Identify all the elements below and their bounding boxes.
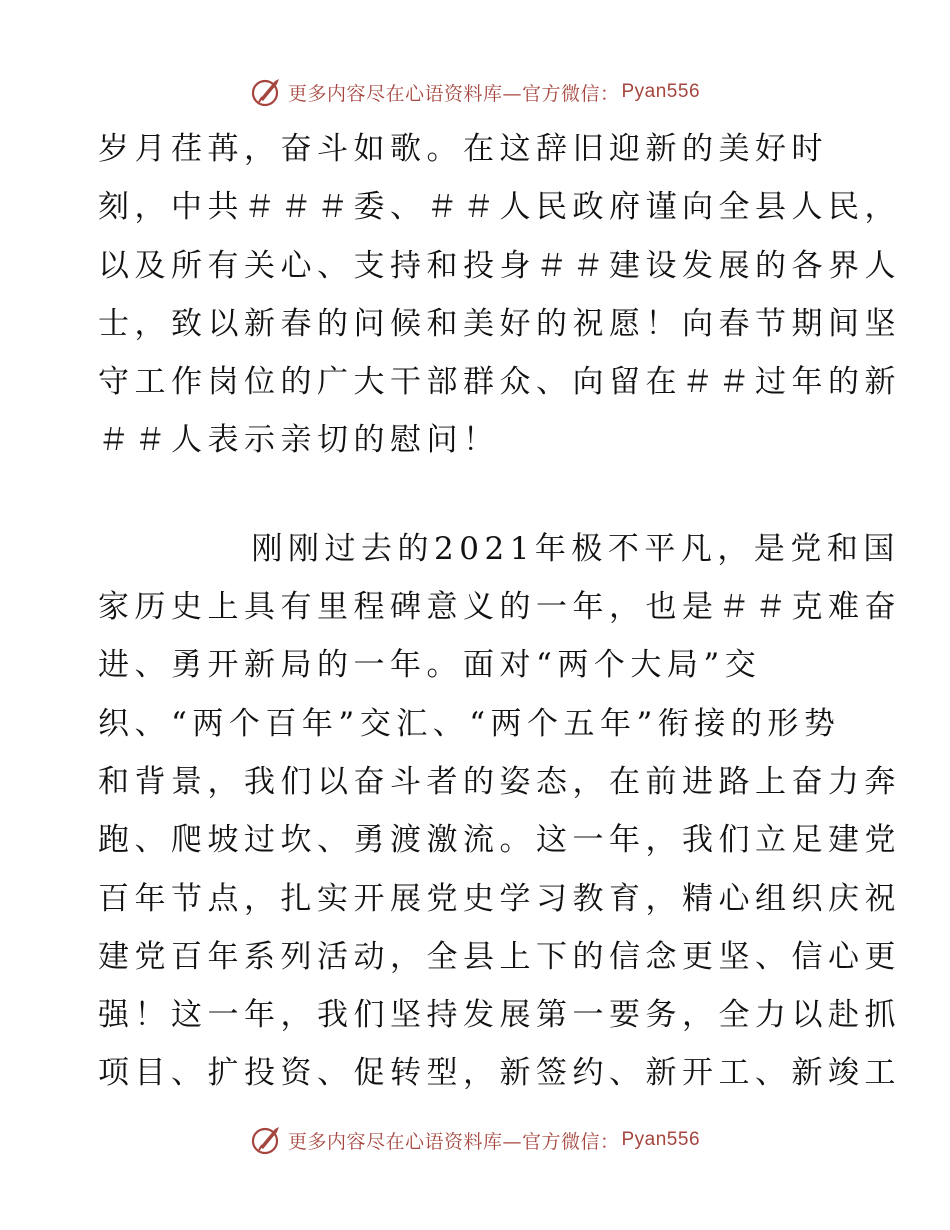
paragraph-2-line-10: 项目、扩投资、促转型，新签约、新开工、新竣工 [98,1055,901,1092]
paragraph-2-line-3: 进、勇开新局的一年。面对“两个大局”交 [98,647,762,684]
header-wechat-handle: Pyan556 [621,81,701,102]
paragraph-1-line-3: 以及所有关心、支持和投身＃＃建设发展的各界人 [98,247,901,284]
paragraph-2-line-6: 跑、爬坡过坎、勇渡激流。这一年，我们立足建党 [98,822,901,859]
paragraph-2-line-5: 和背景，我们以奋斗者的姿态，在前进路上奋力奔 [98,763,901,800]
paragraph-gap [98,470,858,520]
quill-pen-logo-icon [250,75,284,109]
paragraph-1-line-4: 士，致以新春的问候和美好的祝愿！向春节期间坚 [98,305,901,342]
paragraph-2-line-9: 强！这一年，我们坚持发展第一要务，全力以赴抓 [98,997,901,1034]
paragraph-2-line-2: 家历史上具有里程碑意义的一年，也是＃＃克难奋 [98,589,901,626]
paragraph-2-line-4: 织、“两个百年”交汇、“两个五年”衔接的形势 [98,705,841,742]
header-banner [0,72,950,112]
quill-pen-logo-icon [250,1123,284,1157]
footer-banner [0,1120,950,1160]
paragraph-1-line-1: 岁月荏苒，奋斗如歌。在这辞旧迎新的美好时 [98,131,828,167]
paragraph-2-line-7: 百年节点，扎实开展党史学习教育，精心组织庆祝 [98,880,901,917]
paragraph-1-line-5: 守工作岗位的广大干部群众、向留在＃＃过年的新 [98,364,901,401]
header-banner-text: 更多内容尽在心语资料库—官方微信： [287,82,620,105]
footer-wechat-handle: Pyan556 [621,1129,701,1150]
paragraph-2-line-1: 刚刚过去的2021年极不平凡，是党和国 [98,530,900,567]
paragraph-1-line-2: 刻，中共＃＃＃委、＃＃人民政府谨向全县人民， [98,189,901,226]
document-body [98,120,901,1103]
paragraph-2-line-8: 建党百年系列活动，全县上下的信念更坚、信心更 [98,938,901,975]
paragraph-1-line-6: ＃＃人表示亲切的慰问！ [98,422,500,459]
footer-banner-text: 更多内容尽在心语资料库—官方微信： [287,1130,620,1153]
